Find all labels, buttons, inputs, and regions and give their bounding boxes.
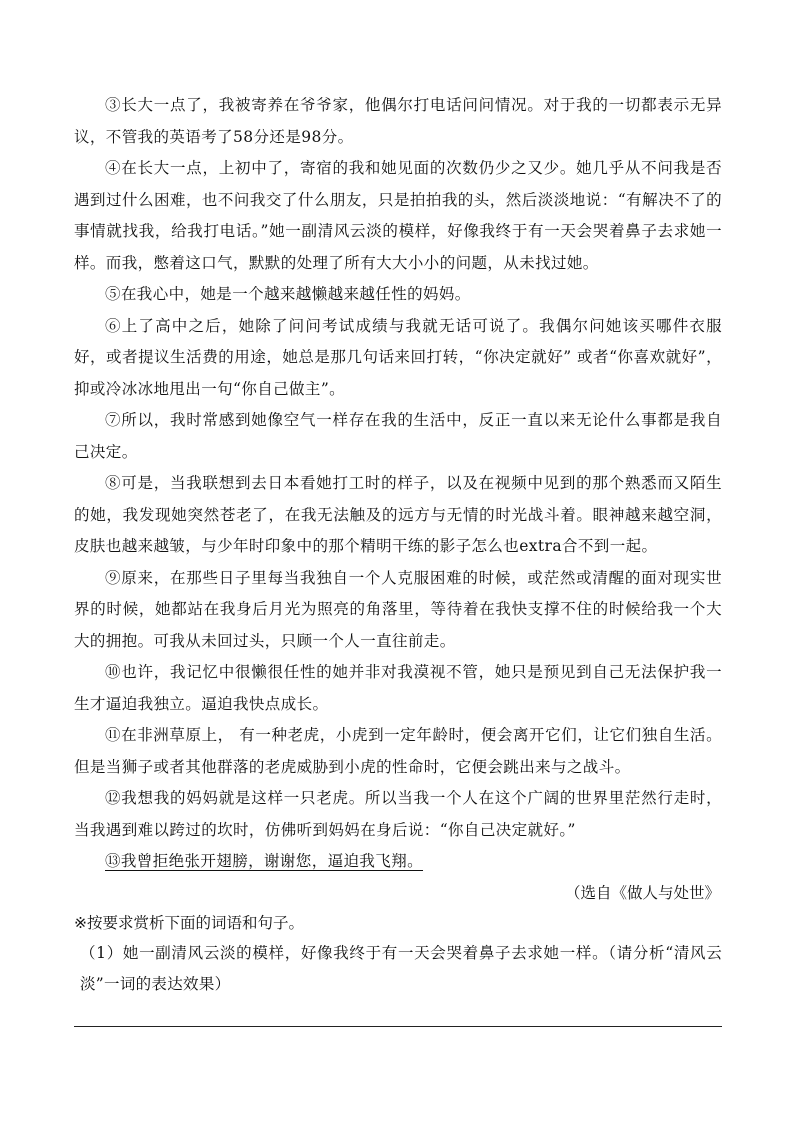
paragraph-9: ⑨原来，在那些日子里每当我独自一个人克服困难的时候，或茫然或清醒的面对现实世界的时候，她都站在我身后月光为照亮的角落里，等待着在我快支撑不住的时候给我一个大大的拥抱。可我从未回过头，只顾一个人一直往前走。: [74, 568, 722, 650]
paragraph-13: [74, 846, 722, 878]
paragraph-10: ⑩也许，我记忆中很懒很任性的她并非对我漠视不管，她只是预见到自己无法保护我一生才逼迫我独立。逼迫我快点成长。: [74, 663, 722, 713]
paragraph-4: ④在长大一点，上初中了，寄宿的我和她见面的次数仍少之又少。她几乎从不问我是否遇到过什么困难，也不问我交了什么朋友，只是拍拍我的头，然后淡淡地说：“有解决不了的事情就找我，给我打电话。”她一副清风云淡的模样，好像我终于有一天会哭着鼻子去求她一样。而我，憋着这口气，默默的处理了所有大大小小的问题，从未找过她。: [74, 159, 722, 272]
paragraph-6: ⑥上了高中之后，她除了问问考试成绩与我就无话可说了。我偶尔问她该买哪件衣服好，或者提议生活费的用途，她总是那几句话来回打转，“你决定就好” 或者“你喜欢就好”，抑或冷冰冰地甩出一句“你自己做主”。: [74, 316, 722, 398]
paragraph-12: ⑫我想我的妈妈就是这样一只老虎。所以当我一个人在这个广阔的世界里茫然行走时，当我遇到难以跨过的坎时，仿佛听到妈妈在身后说：“你自己决定就好。”: [74, 789, 722, 839]
question-1: （1）她一副清风云淡的模样，好像我终于有一天会哭着鼻子去求她一样。（请分析“清风云淡”一词的表达效果）: [80, 943, 722, 993]
paragraph-11: ⑪在非洲草原上， 有一种老虎，小虎到一定年龄时，便会离开它们，让它们独自生活。但是当狮子或者其他群落的老虎威胁到小虎的性命时，它便会跳出来与之战斗。: [74, 726, 722, 776]
question-instruction: ※按要求赏析下面的词语和句子。: [74, 913, 304, 932]
paragraph-8: ⑧可是，当我联想到去日本看她打工时的样子，以及在视频中见到的那个熟悉而又陌生的她，我发现她突然苍老了，在我无法触及的远方与无情的时光战斗着。眼神越来越空洞，皮肤也越来越皱，与少年时印象中的那个精明干练的影子怎么也extra合不到一起。: [74, 474, 722, 555]
passage: [74, 90, 722, 878]
paragraph-3: ③长大一点了，我被寄养在爷爷家，他偶尔打电话问问情况。对于我的一切都表示无异议，不管我的英语考了58分还是98分。: [74, 96, 722, 146]
source-citation: （选自《做人与处世》: [564, 883, 720, 902]
paragraph-7: ⑦所以，我时常感到她像空气一样存在我的生活中，反正一直以来无论什么事都是我自己决定。: [74, 411, 722, 461]
underlined-sentence: ⑬我曾拒绝张开翅膀，谢谢您，逼迫我飞翔。: [105, 852, 424, 870]
answer-line[interactable]: [74, 1026, 722, 1027]
document-page: [74, 90, 722, 1027]
paragraph-5: ⑤在我心中，她是一个越来越懒越来越任性的妈妈。: [105, 285, 471, 303]
